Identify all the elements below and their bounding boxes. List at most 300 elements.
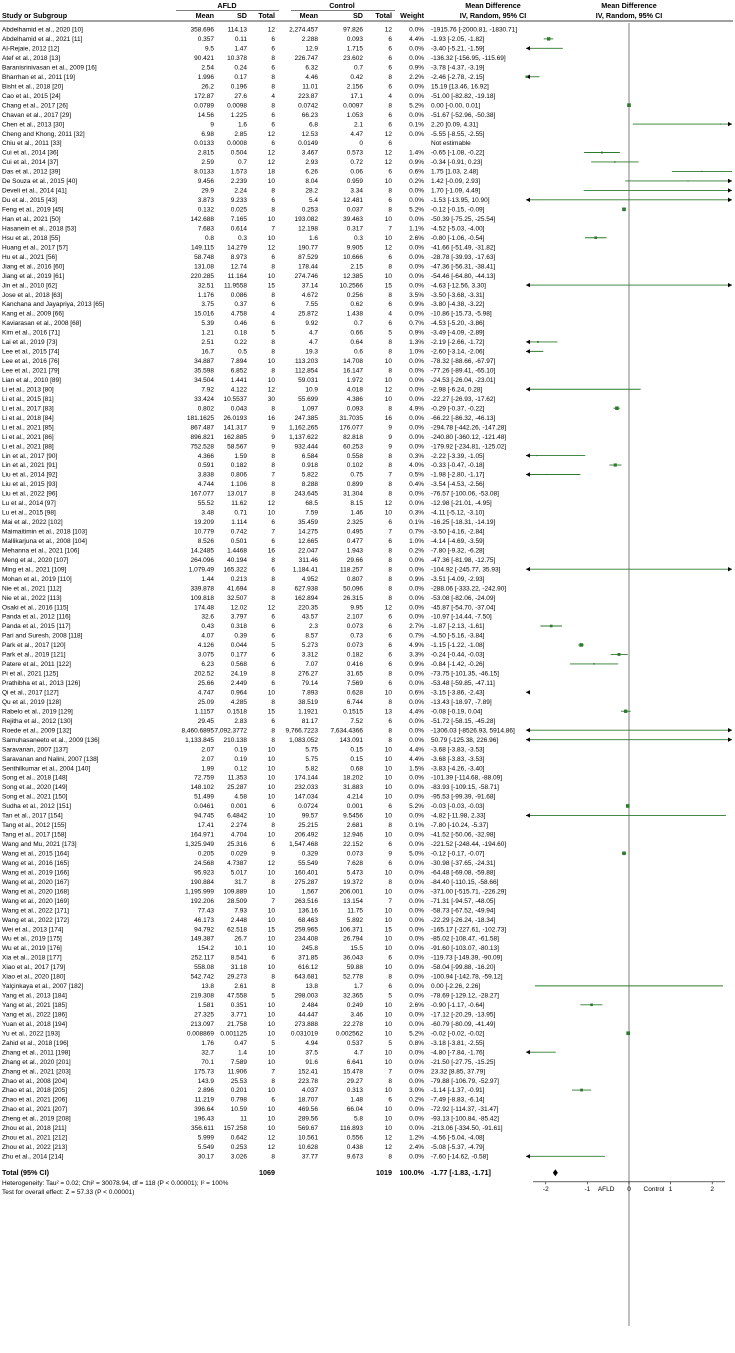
afld-sd: 210.138: [223, 736, 247, 744]
control-total: 7: [388, 1068, 392, 1076]
afld-sd: 4.758: [230, 310, 247, 318]
control-total: 6: [388, 661, 392, 669]
md-ci: -3.50 [-4.16, -2.84]: [431, 528, 485, 536]
control-mean: 68.5: [305, 500, 318, 508]
study-name: Develi et al., 2014 [41]: [2, 187, 67, 195]
afld-total: 6: [271, 680, 275, 688]
md-ci: -10.97 [-14.44, -7.50]: [431, 613, 492, 621]
table-row: [2, 557, 496, 564]
control-total: 8: [388, 822, 392, 830]
afld-total: 10: [267, 907, 275, 915]
table-row: [2, 339, 485, 346]
afld-total: 6: [271, 64, 275, 72]
afld-sd: 58.567: [227, 443, 247, 451]
study-name: Qu et al., 2019 [128]: [2, 698, 61, 706]
study-name: Pi et al., 2021 [125]: [2, 670, 59, 678]
ci-arrow-left: [526, 387, 530, 391]
control-sd: 0.959: [346, 178, 363, 186]
control-sd: 0.64: [350, 339, 363, 347]
study-name: Osaki et al., 2016 [115]: [2, 604, 69, 612]
study-name: Wang and Mu, 2021 [173]: [2, 841, 77, 849]
ci-arrow-right: [728, 122, 732, 126]
weight: 0.9%: [409, 329, 424, 337]
control-total: 9: [388, 850, 392, 858]
control-mean: 0.0149: [298, 140, 318, 148]
afld-sd: 28.509: [227, 897, 247, 905]
control-sd: 0.477: [346, 537, 363, 545]
control-sd: 2.325: [346, 519, 363, 527]
afld-sd: 0.24: [234, 64, 247, 72]
control-total: 10: [384, 916, 392, 924]
control-total: 10: [384, 1049, 392, 1057]
control-mean: 6.26: [305, 168, 318, 176]
weight: 0.0%: [409, 253, 424, 261]
afld-mean: 9: [210, 121, 214, 129]
point-estimate: [614, 161, 616, 163]
afld-mean: 10.779: [194, 528, 214, 536]
weight: 0.0%: [409, 26, 424, 34]
study-name: Li et al., 2021 [88]: [2, 443, 54, 451]
afld-sd: 2.85: [234, 130, 247, 138]
control-mean: 11.01: [302, 83, 318, 91]
weight: 0.0%: [409, 878, 424, 886]
weight: 1.0%: [409, 348, 424, 356]
control-mean: 9,766.7223: [285, 727, 318, 735]
afld-mean: 202.52: [194, 670, 214, 678]
study-name: Zhao et al., 2008 [204]: [2, 1077, 68, 1085]
study-marker: [627, 103, 631, 107]
afld-sd: 1.225: [230, 111, 247, 119]
afld-sd: 31.18: [230, 964, 247, 972]
table-row: [2, 481, 485, 488]
control-total: 6: [388, 803, 392, 811]
study-name: Wang et al., 2016 [165]: [2, 859, 69, 867]
weight: 0.0%: [409, 831, 424, 839]
control-sd: 12.385: [343, 272, 363, 280]
control-total: 8: [388, 102, 392, 110]
control-sd: 0.0097: [343, 102, 363, 110]
study-name: Li et al., 2021 [86]: [2, 433, 54, 441]
md-ci: -2.19 [-2.66, -1.72]: [431, 339, 485, 347]
afld-total: 10: [267, 1002, 275, 1010]
study-name: Nie et al., 2021 [112]: [2, 585, 62, 593]
control-mean: 147.034: [294, 793, 318, 801]
control-sd: 0.1515: [343, 708, 363, 716]
afld-mean: 0.0461: [194, 803, 214, 811]
control-total: 8: [388, 556, 392, 564]
table-row: [2, 1087, 485, 1094]
afld-total: 8: [271, 452, 275, 460]
md-ci: 0.00 [-2.26, 2.26]: [431, 983, 481, 991]
control-total: 10: [384, 1011, 392, 1019]
md-ci: -28.78 [-39.93, -17.63]: [431, 253, 496, 261]
afld-sd: 4.7387: [227, 859, 247, 867]
table-row: [2, 36, 485, 43]
afld-sd: 47.558: [227, 992, 247, 1000]
afld-total: 6: [271, 253, 275, 261]
control-total: 10: [384, 1125, 392, 1133]
afld-total: 5: [271, 642, 275, 650]
study-name: Wu et al., 2019 [176]: [2, 945, 62, 953]
afld-mean: 1,079.49: [188, 566, 214, 574]
header-mean-1: Mean: [195, 11, 214, 20]
control-total: 6: [388, 36, 392, 44]
control-total: 10: [384, 1087, 392, 1095]
control-total: 10: [384, 1030, 392, 1038]
afld-mean: 33.424: [194, 395, 214, 403]
afld-total: 10: [267, 812, 275, 820]
md-ci: -1915.76 [-2000.81, -1830.71]: [431, 26, 518, 34]
control-sd: 52.778: [343, 973, 363, 981]
control-mean: 112.854: [294, 367, 318, 375]
afld-sd: 1.59: [234, 452, 247, 460]
control-mean: 243.645: [294, 490, 318, 498]
study-marker: [625, 179, 732, 183]
point-estimate: [622, 852, 626, 856]
point-estimate: [624, 710, 627, 713]
control-mean: 4.7: [308, 329, 318, 337]
study-name: Zhang et al., 2020 [201]: [2, 1058, 71, 1066]
study-name: Lai et al., 2019 [73]: [2, 339, 58, 347]
control-mean: 5.4: [308, 197, 318, 205]
point-estimate: [615, 406, 619, 410]
study-name: Rabelo et al., 2019 [129]: [2, 708, 73, 716]
study-name: Ming et al., 2021 [109]: [2, 566, 67, 574]
table-row: [2, 1116, 499, 1123]
control-mean: 160.401: [294, 869, 318, 877]
control-sd: 9.95: [350, 604, 363, 612]
ci-arrow-right: [728, 198, 732, 202]
control-mean: 12.9: [305, 45, 318, 53]
md-ci: -77.26 [-89.41, -65.10]: [431, 367, 496, 375]
afld-mean: 51.499: [194, 793, 214, 801]
control-sd: 176.077: [339, 424, 363, 432]
control-mean: 79.14: [301, 680, 318, 688]
control-sd: 0.62: [350, 301, 363, 309]
md-ci: -76.57 [-100.06, -53.08]: [431, 490, 499, 498]
control-sd: 9.5456: [343, 812, 363, 820]
weight: 0.9%: [409, 301, 424, 309]
table-row: [2, 510, 484, 517]
afld-mean: 1,133.845: [185, 736, 214, 744]
table-row: [2, 1011, 496, 1018]
control-total: 16: [384, 414, 392, 422]
afld-total: 9: [271, 443, 275, 451]
table-row: [2, 121, 478, 128]
weight: 0.0%: [409, 869, 424, 877]
control-mean: 5.82: [305, 765, 318, 773]
x-tick-label: 0: [627, 1185, 631, 1193]
study-name: Feng et al., 2019 [45]: [2, 206, 64, 214]
control-mean: 627.938: [294, 585, 318, 593]
table-row: [2, 879, 499, 886]
afld-sd: 1.47: [234, 45, 247, 53]
afld-sd: 5.017: [230, 869, 247, 877]
afld-mean: 3.838: [197, 471, 214, 479]
study-name: Zhao et al., 2018 [205]: [2, 1087, 68, 1095]
control-mean: 1,547.468: [289, 841, 318, 849]
study-name: Qi et al., 2017 [127]: [2, 689, 59, 697]
md-ci: -3.68 [-3.83, -3.53]: [431, 755, 485, 763]
afld-sd: 141.317: [223, 424, 247, 432]
weight: 0.2%: [409, 547, 424, 555]
afld-sd: 0.182: [230, 462, 247, 470]
afld-total: 10: [267, 784, 275, 792]
afld-sd: 2.24: [234, 187, 247, 195]
md-ci: -100.94 [-142.78, -59.12]: [431, 973, 503, 981]
afld-mean: 77.43: [197, 907, 214, 915]
md-ci: -136.32 [-156.95, -115.69]: [431, 55, 506, 63]
afld-total: 8: [271, 187, 275, 195]
study-name: Li et al., 2017 [83]: [2, 405, 54, 413]
table-row: [2, 1030, 485, 1037]
control-sd: 12.481: [343, 197, 363, 205]
ci-arrow-left: [526, 567, 530, 571]
table-row: [2, 235, 485, 242]
control-mean: 8.04: [305, 178, 318, 186]
afld-sd: 0.642: [230, 1134, 247, 1142]
afld-total: 7: [271, 528, 275, 536]
control-sd: 1.972: [346, 376, 363, 384]
control-sd: 7.569: [346, 680, 363, 688]
control-mean: 5.75: [305, 746, 318, 754]
control-sd: 4.018: [346, 386, 363, 394]
afld-mean: 154.2: [197, 945, 214, 953]
table-row: [2, 178, 480, 185]
weight: 0.0%: [409, 774, 424, 782]
table-row: [2, 462, 485, 469]
weight: 0.0%: [409, 698, 424, 706]
control-total: 8: [388, 736, 392, 744]
afld-mean: 32.6: [201, 613, 214, 621]
control-total: 5: [388, 329, 392, 337]
md-ci: -3.78 [-4.37, -3.19]: [431, 64, 485, 72]
control-total: 4: [388, 92, 392, 100]
weight: 0.0%: [409, 594, 424, 602]
study-name: Liu et al., 2022 [96]: [2, 490, 58, 498]
control-total: 6: [388, 651, 392, 659]
ci-arrow-right: [728, 179, 732, 183]
study-name: Wang et al., 2020 [168]: [2, 888, 69, 896]
afld-total: 6: [271, 623, 275, 631]
weight: 0.0%: [409, 376, 424, 384]
afld-sd: 6.852: [230, 367, 247, 375]
study-name: Pari and Suresh, 2008 [118]: [2, 632, 83, 640]
table-row: [2, 112, 496, 119]
study-name: Wang et al., 2020 [169]: [2, 897, 69, 905]
control-sd: 2.107: [346, 613, 363, 621]
md-ci: -66.22 [-86.32, -46.13]: [431, 414, 496, 422]
weight: 0.9%: [409, 64, 424, 72]
control-mean: 1,567: [301, 888, 318, 896]
afld-sd: 7.589: [230, 1058, 247, 1066]
weight: 4.4%: [409, 746, 424, 754]
study-name: Tan et al., 2017 [154]: [2, 812, 63, 820]
afld-sd: 1.4: [237, 1049, 247, 1057]
study-name: Li et al., 2021 [85]: [2, 424, 54, 432]
control-sd: 0.182: [346, 651, 363, 659]
afld-total: 6: [271, 661, 275, 669]
control-sd: 0.002562: [335, 1030, 363, 1038]
control-total: 12: [384, 159, 392, 167]
afld-sd: 2.449: [230, 680, 247, 688]
control-sd: 1.943: [346, 547, 363, 555]
control-mean: 4.672: [301, 291, 318, 299]
afld-mean: 1.44: [201, 575, 214, 583]
weight: 0.0%: [409, 926, 424, 934]
afld-total: 6: [271, 197, 275, 205]
header-study: Study or Subgroup: [2, 11, 68, 20]
control-total: 10: [384, 376, 392, 384]
afld-total: 5: [271, 992, 275, 1000]
favours-right-label: Control: [643, 1185, 665, 1193]
table-row: [2, 585, 506, 592]
control-mean: 2.288: [301, 36, 318, 44]
afld-mean: 3.75: [201, 301, 214, 309]
afld-mean: 5.999: [197, 1134, 214, 1142]
point-estimate: [536, 455, 537, 456]
afld-sd: 0.19: [234, 746, 247, 754]
study-marker: [585, 236, 607, 239]
table-row: [2, 188, 480, 195]
control-total: 10: [384, 509, 392, 517]
table-row: [2, 955, 502, 962]
afld-total: 10: [267, 272, 275, 280]
weight: 0.0%: [409, 1011, 424, 1019]
study-name: Al-Rejaie, 2012 [12]: [2, 45, 60, 53]
weight: 0.0%: [409, 973, 424, 981]
table-row: [2, 434, 506, 441]
afld-mean: 9.456: [197, 178, 214, 186]
control-total: 12: [384, 149, 392, 157]
md-ci: -3.49 [-4.09, -2.89]: [431, 329, 485, 337]
afld-total: 6: [271, 519, 275, 527]
weight: 0.0%: [409, 424, 424, 432]
weight: 0.0%: [409, 244, 424, 252]
weight: 0.0%: [409, 500, 424, 508]
table-row: [2, 519, 496, 526]
table-row: [2, 718, 496, 725]
study-name: Hsu et al., 2018 [55]: [2, 234, 61, 242]
afld-total: 8: [271, 291, 275, 299]
afld-sd: 8.973: [230, 253, 247, 261]
afld-mean: 8.0133: [194, 168, 214, 176]
afld-sd: 4.285: [230, 698, 247, 706]
control-total: 6: [388, 45, 392, 53]
md-ci: -3.54 [-4.53, -2.56]: [431, 481, 485, 489]
control-mean: 68.463: [298, 916, 318, 924]
control-total: 12: [384, 26, 392, 34]
afld-mean: 25.09: [197, 698, 214, 706]
control-mean: 1,162.265: [289, 424, 318, 432]
control-total: 9: [388, 443, 392, 451]
header-md-title: Mean Difference: [465, 1, 521, 10]
table-row: [2, 424, 506, 431]
study-name: Lee et al., 2016 [76]: [2, 358, 60, 366]
control-total: 12: [384, 1144, 392, 1152]
control-mean: 298.003: [294, 992, 318, 1000]
control-sd: 143.091: [339, 736, 363, 744]
afld-total: 8: [271, 367, 275, 375]
afld-mean: 896.821: [190, 433, 214, 441]
weight: 0.0%: [409, 992, 424, 1000]
control-total: 15: [384, 282, 392, 290]
control-total: 10: [384, 869, 392, 877]
study-name: Cui et al., 2014 [37]: [2, 159, 59, 167]
study-name: Li et al., 2013 [80]: [2, 386, 54, 394]
weight: 2.6%: [409, 234, 424, 242]
weight: 0.3%: [409, 452, 424, 460]
afld-total: 8: [271, 490, 275, 498]
afld-sd: 0.46: [234, 320, 247, 328]
afld-sd: 31.7: [234, 878, 247, 886]
point-estimate: [525, 76, 527, 78]
afld-sd: 24.19: [230, 670, 247, 678]
study-name: Senthilkumar et al., 2004 [140]: [2, 765, 91, 773]
md-ci: -64.48 [-69.08, -59.88]: [431, 869, 496, 877]
control-sd: 0.3: [353, 234, 363, 242]
afld-total: 6: [271, 45, 275, 53]
afld-total: 10: [267, 888, 275, 896]
afld-total: 10: [267, 916, 275, 924]
control-mean: 223.78: [298, 1077, 318, 1085]
weight: 4.4%: [409, 755, 424, 763]
afld-mean: 1.581: [197, 1002, 214, 1010]
md-ci: -54.46 [-64.80, -44.13]: [431, 272, 496, 280]
control-total: 10: [384, 395, 392, 403]
control-sd: 0.06: [350, 168, 363, 176]
afld-total: 10: [267, 746, 275, 754]
table-row: [2, 1078, 499, 1085]
control-sd: 0.7: [353, 64, 363, 72]
control-sd: 7.52: [350, 717, 363, 725]
control-sd: 106.371: [339, 926, 363, 934]
control-total: 6: [388, 1096, 392, 1104]
afld-total: 10: [267, 216, 275, 223]
study-name: Kang et al., 2009 [66]: [2, 310, 64, 318]
control-total: 6: [388, 64, 392, 72]
control-mean: 469.56: [298, 1106, 318, 1114]
afld-mean: 30.17: [197, 1153, 214, 1161]
afld-total: 6: [271, 566, 275, 574]
weight: 0.1%: [409, 121, 424, 129]
study-name: Yang et al., 2021 [185]: [2, 1002, 67, 1010]
control-sd: 2.681: [346, 822, 363, 830]
control-total: 10: [384, 1106, 392, 1114]
control-sd: 1.7: [353, 983, 363, 991]
control-sd: 118.257: [339, 566, 363, 574]
afld-sd: 1.573: [230, 168, 247, 176]
table-row: [2, 547, 485, 554]
weight: 0.7%: [409, 320, 424, 328]
afld-mean: 6.23: [201, 661, 214, 669]
header-plot-method: IV, Random, 95% CI: [595, 11, 663, 20]
afld-total: 12: [267, 130, 275, 138]
table-row: [2, 83, 489, 90]
study-name: Nie et al., 2022 [113]: [2, 594, 62, 602]
md-ci: -0.12 [-0.15, -0.09]: [431, 206, 485, 214]
weight: 0.0%: [409, 888, 424, 896]
afld-sd: 11: [240, 1115, 247, 1123]
table-row: [2, 320, 485, 327]
control-total: 10: [384, 178, 392, 186]
control-total: 10: [384, 689, 392, 697]
table-row: [2, 1040, 485, 1047]
md-ci: -2.60 [-3.14, -2.06]: [431, 348, 485, 356]
study-marker: [578, 643, 584, 647]
control-mean: 8.57: [305, 632, 318, 640]
control-mean: 19.3: [305, 348, 318, 356]
